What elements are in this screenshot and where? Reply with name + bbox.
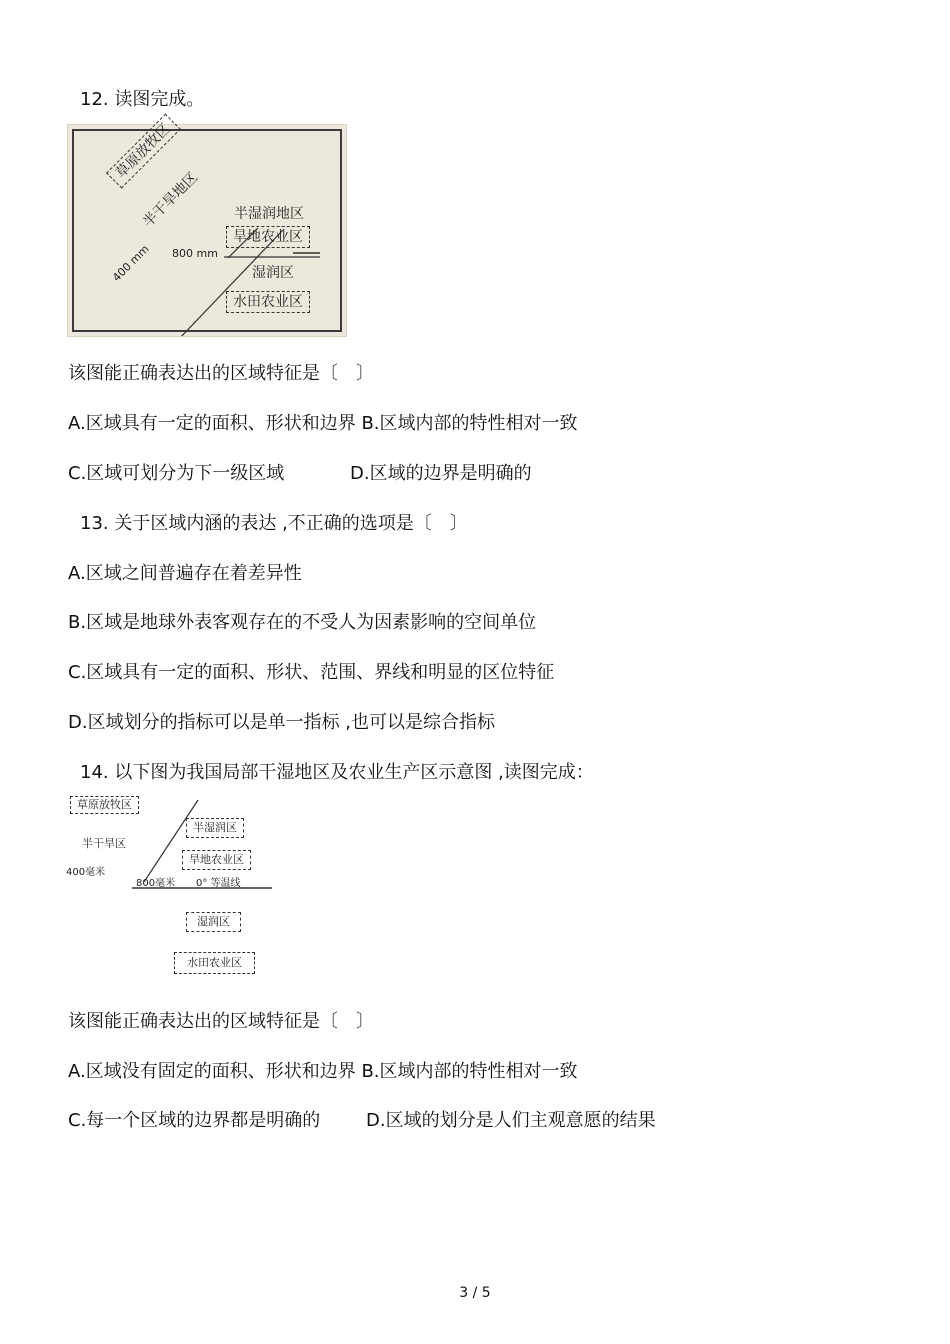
q12-isohyet-400: 400 mm: [110, 242, 152, 285]
q14-paddy-label: 水田农业区: [174, 952, 255, 974]
q13-stem: 13. 关于区域内涵的表达 ,不正确的选项是〔 〕: [80, 513, 468, 534]
q12-humid-label: 湿润区: [252, 265, 294, 281]
q12-isohyet-800: 800 mm: [172, 247, 218, 260]
q14-isohyet-400: 400毫米: [66, 867, 106, 878]
q12-option-ab: A.区域具有一定的面积、形状和边界 B.区域内部的特性相对一致: [68, 413, 578, 434]
q13-option-a: A.区域之间普遍存在着差异性: [68, 563, 302, 584]
q12-semiarid-label: 半干旱地区: [140, 169, 201, 231]
q14-humid-label: 湿润区: [186, 912, 241, 932]
q14-figure: [66, 792, 276, 982]
q14-isohyet-800: 800毫米: [136, 878, 176, 889]
q14-isotherm-0: 0° 等温线: [196, 878, 241, 889]
q12-semihumid-label: 半湿润地区: [234, 206, 304, 222]
q12-figure: [67, 120, 347, 337]
q14-grassland-label: 草原放牧区: [70, 796, 139, 814]
q12-dryfarm-label: 旱地农业区: [226, 226, 310, 248]
q13-option-b: B.区域是地球外表客观存在的不受人为因素影响的空间单位: [68, 612, 537, 633]
q14-option-ab: A.区域没有固定的面积、形状和边界 B.区域内部的特性相对一致: [68, 1061, 578, 1082]
q14-semihumid-label: 半湿润区: [186, 818, 244, 838]
q14-option-c: C.每一个区域的边界都是明确的: [68, 1110, 321, 1131]
q12-grassland-label: 草原放牧区: [106, 114, 181, 189]
q12-stem: 12. 读图完成。: [80, 89, 205, 110]
page-number: 3 / 5: [459, 1285, 491, 1301]
q12-option-d: D.区域的边界是明确的: [350, 463, 532, 484]
q13-option-c: C.区域具有一定的面积、形状、范围、界线和明显的区位特征: [68, 662, 555, 683]
q12-paddy-label: 水田农业区: [226, 291, 310, 313]
q14-option-d: D.区域的划分是人们主观意愿的结果: [366, 1110, 656, 1131]
q14-stem: 14. 以下图为我国局部干湿地区及农业生产区示意图 ,读图完成：: [80, 762, 594, 783]
q14-dryfarm-label: 旱地农业区: [182, 850, 251, 870]
q12-question: 该图能正确表达出的区域特征是〔 〕: [68, 363, 374, 384]
q12-option-c: C.区域可划分为下一级区域: [68, 463, 285, 484]
q14-question: 该图能正确表达出的区域特征是〔 〕: [68, 1011, 374, 1032]
q13-option-d: D.区域划分的指标可以是单一指标 ,也可以是综合指标: [68, 712, 496, 733]
q14-semiarid-label: 半干旱区: [82, 837, 126, 850]
